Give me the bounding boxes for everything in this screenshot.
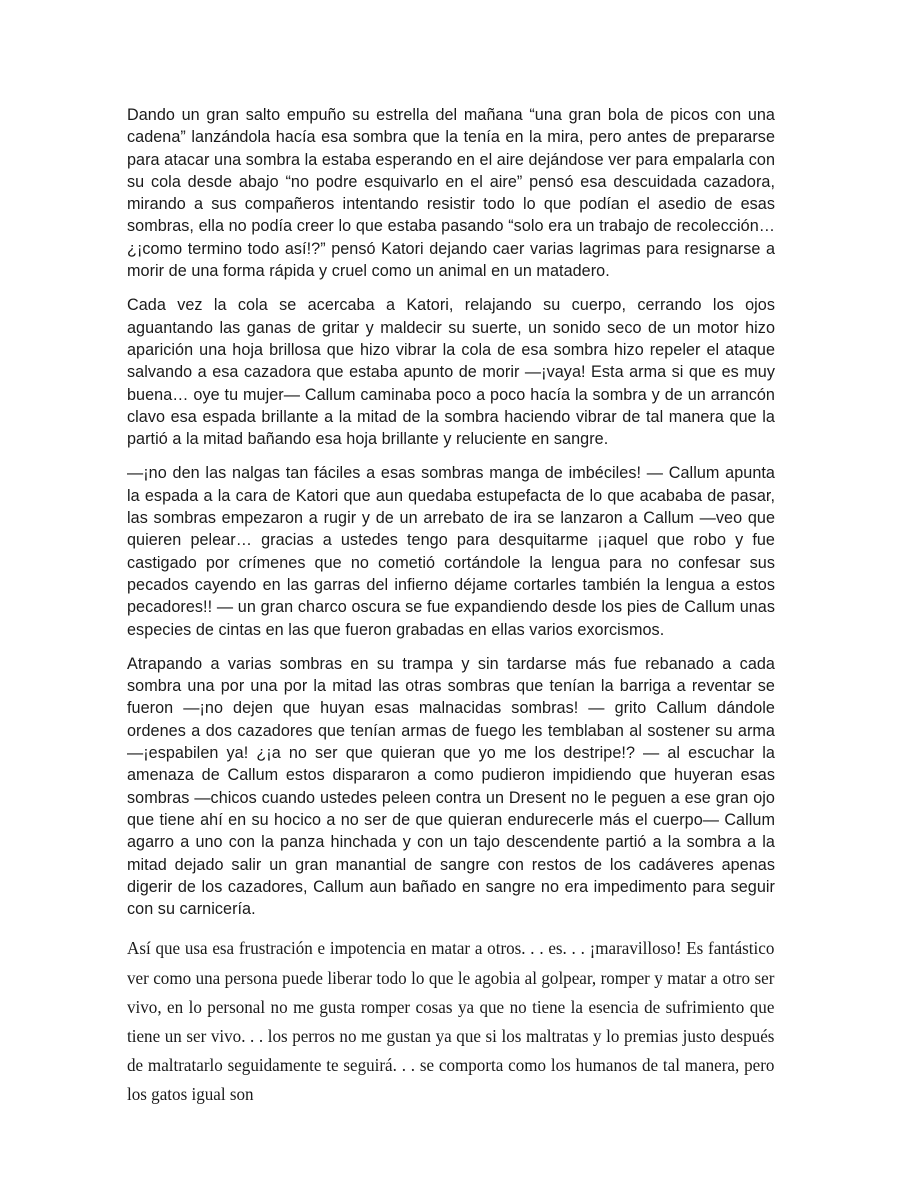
paragraph-5-handwritten-style: Así que usa esa frustración e impotencia en matar a otros. . . es. . . ¡maravilloso! Es fantástico ver como una persona puede liberar todo lo que le agobia al golpear, romper y matar a otro ser vivo, en lo personal no me gusta romper cosas ya que no tiene la esencia de sufrimiento que tiene un ser vivo. . . los perros no me gustan ya que si los maltratas y lo premias justo después de maltratarlo seguidamente te seguirá. . . se comporta como los humanos de tal manera, pero los gatos igual son — [127, 938, 775, 1105]
paragraph-1: Dando un gran salto empuño su estrella del mañana “una gran bola de picos con una cadena” lanzándola hacía esa sombra que la tenía en la mira, pero antes de prepararse para atacar una sombra la estaba esperando en el aire dejándose ver para empalarla con su cola desde abajo “no podre esquivarlo en el aire” pensó esa descuidada cazadora, mirando a sus compañeros intentando resistir todo lo que podían el asedio de esas sombras, ella no podía creer lo que estaba pasando “solo era un trabajo de recolección… ¿¡como termino todo así!?” pensó Katori dejando caer varias lagrimas para resignarse a morir de una forma rápida y cruel como un animal en un matadero. — [127, 106, 775, 281]
paragraph-3: —¡no den las nalgas tan fáciles a esas sombras manga de imbéciles! — Callum apunta la espada a la cara de Katori que aun quedaba estupefacta de lo que acababa de pasar, las sombras empezaron a rugir y de un arrebato de ira se lanzaron a Callum —veo que quieren pelear… gracias a ustedes tengo para desquitarme ¡¡aquel que robo y fue castigado por crímenes que no cometió cortándole la lengua para no confesar sus pecados cayendo en las garras del infierno déjame cortarles también la lengua a estos pecadores!! — un gran charco oscura se fue expandiendo desde los pies de Callum unas especies de cintas en las que fueron grabadas en ellas varios exorcismos. — [127, 464, 775, 639]
paragraph-4: Atrapando a varias sombras en su trampa y sin tardarse más fue rebanado a cada sombra una por una por la mitad las otras sombras que tenían la barriga a reventar se fueron —¡no dejen que huyan esas malnacidas sombras! — grito Callum dándole ordenes a dos cazadores que tenían armas de fuego les temblaban al sostener su arma —¡espabilen ya! ¿¡a no ser que quieran que yo me los destripe!? — al escuchar la amenaza de Callum estos dispararon a como pudieron impidiendo que huyeran esas sombras —chicos cuando ustedes peleen contra un Dresent no le peguen a ese gran ojo que tiene ahí en su hocico a no ser de que quieran endurecerle más el cuerpo— Callum agarro a uno con la panza hinchada y con un tajo descendente partió a la sombra a la mitad dejado salir un gran manantial de sangre con restos de los cadáveres apenas digerir de los cazadores, Callum aun bañado en sangre no era impedimento para seguir con su carnicería. — [127, 654, 775, 919]
document-page — [127, 104, 775, 1122]
paragraph-2: Cada vez la cola se acercaba a Katori, relajando su cuerpo, cerrando los ojos aguantando las ganas de gritar y maldecir su suerte, un sonido seco de un motor hizo aparición una hoja brillosa que hizo vibrar la cola de esa sombra hizo repeler el ataque salvando a esa cazadora que estaba apunto de morir —¡vaya! Esta arma si que es muy buena… oye tu mujer— Callum caminaba poco a poco hacía la sombra y de un arrancón clavo esa espada brillante a la mitad de la sombra haciendo vibrar de tal manera que la partió a la mitad bañando esa hoja brillante y reluciente en sangre. — [127, 296, 775, 449]
